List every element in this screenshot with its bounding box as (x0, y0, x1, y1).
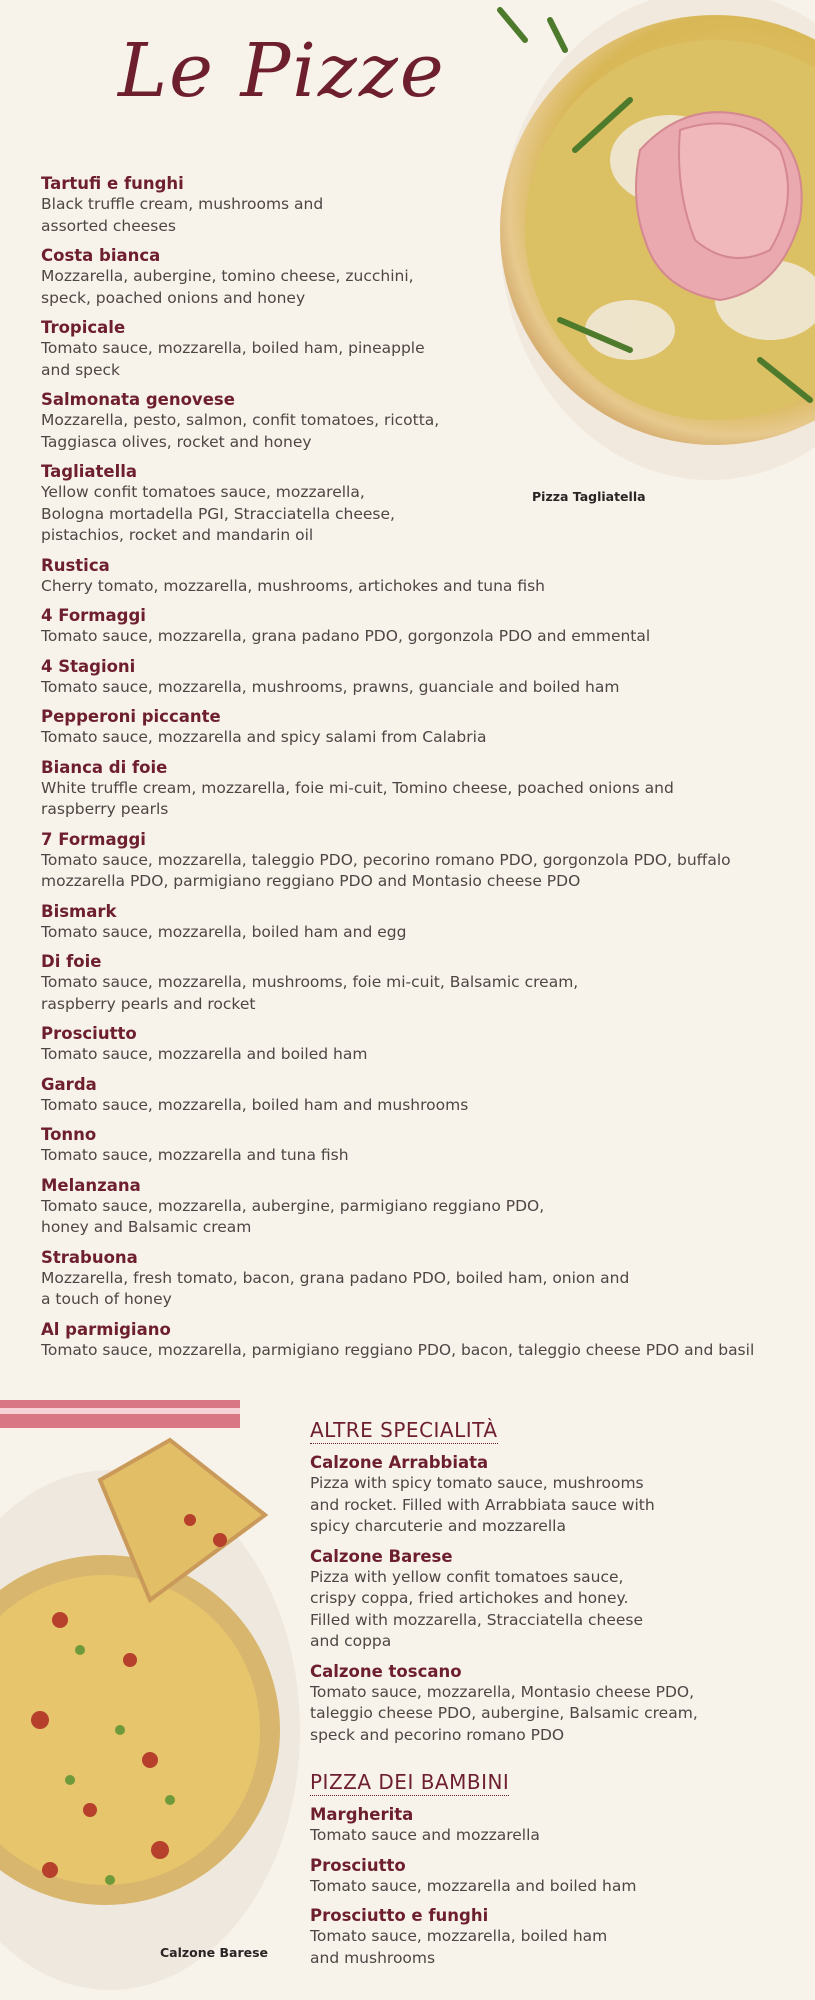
page-title: Le Pizze (118, 28, 446, 114)
menu-item (310, 1546, 750, 1653)
menu-item-name: Tonno (41, 1125, 97, 1144)
menu-item-description: Tomato sauce, mozzarella, mushrooms, foie mi-cuit, Balsamic cream, raspberry pearls and rocket (41, 973, 579, 1013)
menu-item-name: Margherita (310, 1805, 414, 1824)
altre-specialita-heading: ALTRE SPECIALITÀ (310, 1418, 498, 1442)
menu-item (41, 757, 761, 821)
menu-item-description: Tomato sauce, mozzarella, boiled ham and mushrooms (310, 1927, 608, 1967)
menu-item-name: Pepperoni piccante (41, 707, 221, 726)
menu-item-name: Bismark (41, 901, 117, 921)
menu-item (310, 1452, 750, 1538)
calzone-barese-image (0, 1400, 300, 2000)
pizza-dei-bambini-section (310, 1769, 750, 1977)
menu-item-description: Mozzarella, aubergine, tomino cheese, zucchini, speck, poached onions and honey (41, 267, 414, 307)
menu-item-description: Mozzarella, fresh tomato, bacon, grana padano PDO, boiled ham, onion and a touch of honey (41, 1268, 630, 1308)
menu-item-name: Bianca di foie (41, 757, 168, 777)
menu-item-name: Salmonata genovese (41, 390, 235, 409)
menu-item-name: Costa bianca (41, 246, 161, 265)
menu-item-description: Tomato sauce, mozzarella, mushrooms, prawns, guanciale and boiled ham (41, 677, 620, 696)
menu-item-name: Calzone toscano (310, 1661, 462, 1681)
menu-item (310, 1855, 750, 1898)
menu-item-description: Pizza with spicy tomato sauce, mushrooms and rocket. Filled with Arrabbiata sauce with spicy charcuterie and mozzarella (310, 1474, 655, 1535)
menu-item-description: Mozzarella, pesto, salmon, confit tomatoes, ricotta, Taggiasca olives, rocket and honey (41, 411, 440, 451)
menu-item-description: Black truffle cream, mushrooms and assorted cheeses (41, 195, 324, 235)
menu-item (310, 1804, 750, 1847)
menu-item-name: Strabuona (41, 1247, 138, 1267)
menu-item (41, 1175, 761, 1239)
menu-item-description: Tomato sauce, mozzarella and tuna fish (41, 1146, 349, 1164)
menu-item (310, 1661, 750, 1747)
menu-item (41, 706, 761, 749)
menu-item (41, 461, 761, 547)
menu-item-name: 4 Formaggi (41, 606, 146, 625)
menu-item-name: Calzone Arrabbiata (310, 1453, 489, 1472)
menu-item (41, 1247, 761, 1311)
menu-item-description: Tomato sauce, mozzarella and boiled ham (310, 1876, 637, 1895)
menu-item-name: Prosciutto e funghi (310, 1906, 489, 1925)
bottom-photo-caption: Calzone Barese (160, 1945, 269, 1960)
menu-item-name: Melanzana (41, 1175, 141, 1195)
menu-item-description: Tomato sauce, mozzarella and boiled ham (41, 1045, 368, 1063)
menu-item-description: Tomato sauce, mozzarella and spicy salami from Calabria (41, 728, 487, 746)
menu-item (41, 951, 761, 1015)
menu-item-description: Pizza with yellow confit tomatoes sauce, crispy coppa, fried artichokes and honey. Filled with mozzarella, Stracciatella cheese and coppa (310, 1567, 644, 1650)
menu-item-name: Rustica (41, 555, 110, 575)
menu-item-name: Prosciutto (310, 1855, 406, 1875)
menu-item-description: Tomato sauce, mozzarella, boiled ham, pineapple and speck (41, 339, 425, 379)
altre-specialita-section (310, 1417, 750, 1754)
menu-item-name: 7 Formaggi (41, 829, 146, 849)
menu-item-name: Calzone Barese (310, 1546, 453, 1566)
menu-item-name: Al parmigiano (41, 1319, 171, 1339)
menu-item-description: Tomato sauce, mozzarella, grana padano PDO, gorgonzola PDO and emmental (41, 627, 651, 645)
menu-item-name: Tartufi e funghi (41, 174, 184, 193)
menu-item (310, 1905, 750, 1969)
menu-item-name: Prosciutto (41, 1024, 137, 1043)
menu-item-name: Tropicale (41, 318, 126, 337)
menu-item-name: Tagliatella (41, 462, 138, 481)
menu-item-description: Tomato sauce, mozzarella, aubergine, parmigiano reggiano PDO, honey and Balsamic cream (41, 1196, 545, 1236)
menu-item (41, 245, 761, 309)
menu-item (41, 317, 761, 381)
menu-item-description: White truffle cream, mozzarella, foie mi-cuit, Tomino cheese, poached onions and raspberry pearls (41, 778, 674, 818)
menu-item-description: Yellow confit tomatoes sauce, mozzarella, Bologna mortadella PGI, Stracciatella cheese, pistachios, rocket and mandarin oil (41, 483, 395, 544)
menu-item-description: Cherry tomato, mozzarella, mushrooms, artichokes and tuna fish (41, 576, 546, 595)
menu-item (41, 1319, 761, 1362)
menu-item-name: 4 Stagioni (41, 656, 136, 676)
menu-item (41, 829, 761, 893)
top-photo-caption: Pizza Tagliatella (532, 489, 646, 504)
menu-item-name: Garda (41, 1074, 97, 1094)
menu-item (41, 901, 761, 944)
pizza-menu-list (41, 173, 761, 1369)
menu-item-description: Tomato sauce, mozzarella, boiled ham and egg (41, 922, 407, 941)
menu-item (41, 555, 761, 598)
pizza-dei-bambini-heading: PIZZA DEI BAMBINI (310, 1770, 510, 1794)
menu-item (41, 173, 761, 237)
menu-item (41, 1023, 761, 1066)
menu-item-description: Tomato sauce, mozzarella, boiled ham and mushrooms (41, 1095, 469, 1114)
menu-item-description: Tomato sauce, mozzarella, parmigiano reggiano PDO, bacon, taleggio cheese PDO and basil (41, 1340, 755, 1359)
menu-item (41, 1124, 761, 1167)
menu-item-description: Tomato sauce and mozzarella (310, 1826, 540, 1844)
menu-item-description: Tomato sauce, mozzarella, Montasio cheese PDO, taleggio cheese PDO, aubergine, Balsamic cream, speck and pecorino romano PDO (310, 1682, 698, 1744)
menu-item (41, 389, 761, 453)
menu-item-description: Tomato sauce, mozzarella, taleggio PDO, pecorino romano PDO, gorgonzola PDO, buffalo mozzarella PDO, parmigiano reggiano PDO and Montasio cheese PDO (41, 850, 731, 890)
menu-item (41, 656, 761, 699)
menu-item-name: Di foie (41, 952, 102, 971)
menu-item (41, 1074, 761, 1117)
menu-item (41, 605, 761, 648)
